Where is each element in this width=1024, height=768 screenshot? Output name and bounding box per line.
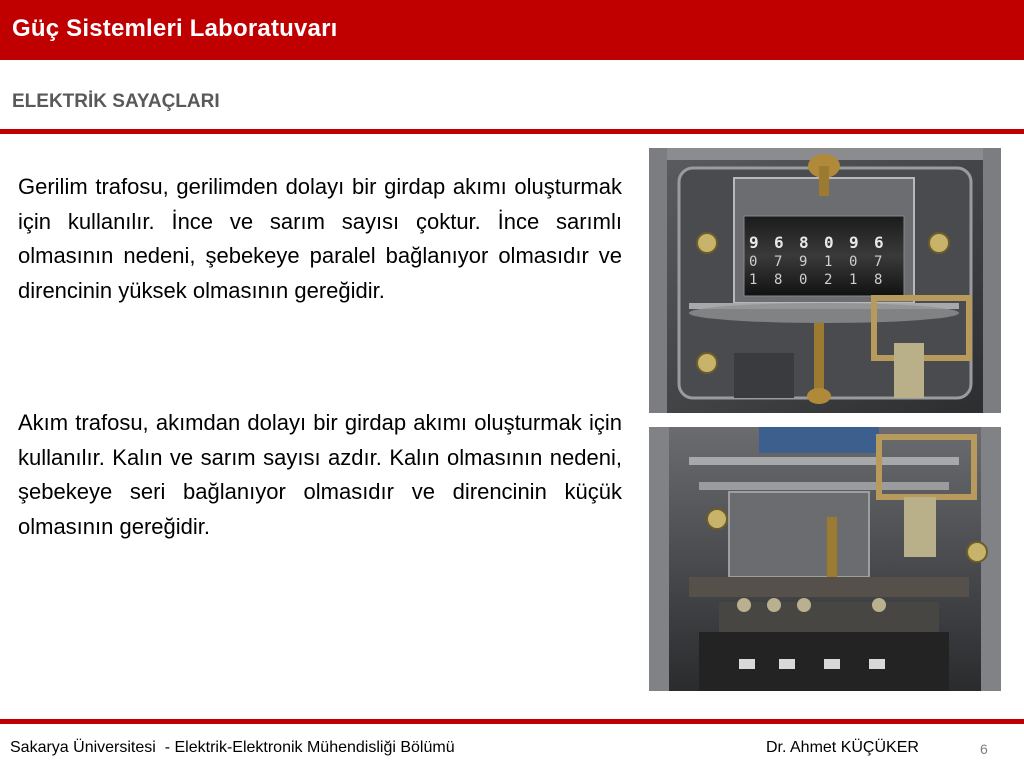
svg-text:9: 9 xyxy=(749,233,759,252)
title-bar xyxy=(0,0,1024,60)
svg-text:7: 7 xyxy=(774,254,783,270)
svg-text:7: 7 xyxy=(874,254,883,270)
svg-text:1: 1 xyxy=(824,254,833,270)
section-title: ELEKTRİK SAYAÇLARI xyxy=(12,91,220,112)
electric-meter-internals-photo xyxy=(649,427,1001,691)
svg-text:0: 0 xyxy=(849,254,858,270)
slide-header-title: Güç Sistemleri Laboratuvarı xyxy=(12,15,338,42)
svg-text:9: 9 xyxy=(849,233,859,252)
footer-divider xyxy=(0,719,1024,724)
svg-text:2: 2 xyxy=(824,272,833,288)
meter-register-illustration xyxy=(649,148,1001,413)
svg-text:6: 6 xyxy=(874,233,884,252)
svg-text:1: 1 xyxy=(849,272,858,288)
page-number: 6 xyxy=(980,741,988,757)
svg-text:0: 0 xyxy=(799,272,808,288)
svg-text:0: 0 xyxy=(749,254,758,270)
svg-text:8: 8 xyxy=(799,233,809,252)
footer-author: Dr. Ahmet KÜÇÜKER xyxy=(766,739,919,756)
header-divider xyxy=(0,129,1024,134)
electric-meter-register-photo xyxy=(649,148,1001,413)
svg-text:8: 8 xyxy=(874,272,883,288)
svg-text:8: 8 xyxy=(774,272,783,288)
svg-text:6: 6 xyxy=(774,233,784,252)
svg-text:0: 0 xyxy=(824,233,834,252)
paragraph-voltage-transformer: Gerilim trafosu, gerilimden dolayı bir girdap akımı oluşturmak için kullanılır. İnce ve sarım sayısı çoktur. İnce sarımlı olmasının nedeni, şebekeye paralel bağlanıyor olmasıdır ve direncinin yüksek olmasının gereğidir. xyxy=(18,174,622,303)
svg-text:9: 9 xyxy=(799,254,808,270)
footer-institution: Sakarya Üniversitesi - Elektrik-Elektronik Mühendisliği Bölümü xyxy=(10,739,455,756)
paragraph-current-transformer: Akım trafosu, akımdan dolayı bir girdap akımı oluşturmak için kullanılır. Kalın ve sarım sayısı azdır. Kalın olmasının nedeni, şebekeye seri bağlanıyor olmasıdır ve direncinin küçük olmasının gereğidir. xyxy=(18,410,622,539)
svg-text:1: 1 xyxy=(749,272,758,288)
meter-internals-illustration xyxy=(649,427,1001,691)
